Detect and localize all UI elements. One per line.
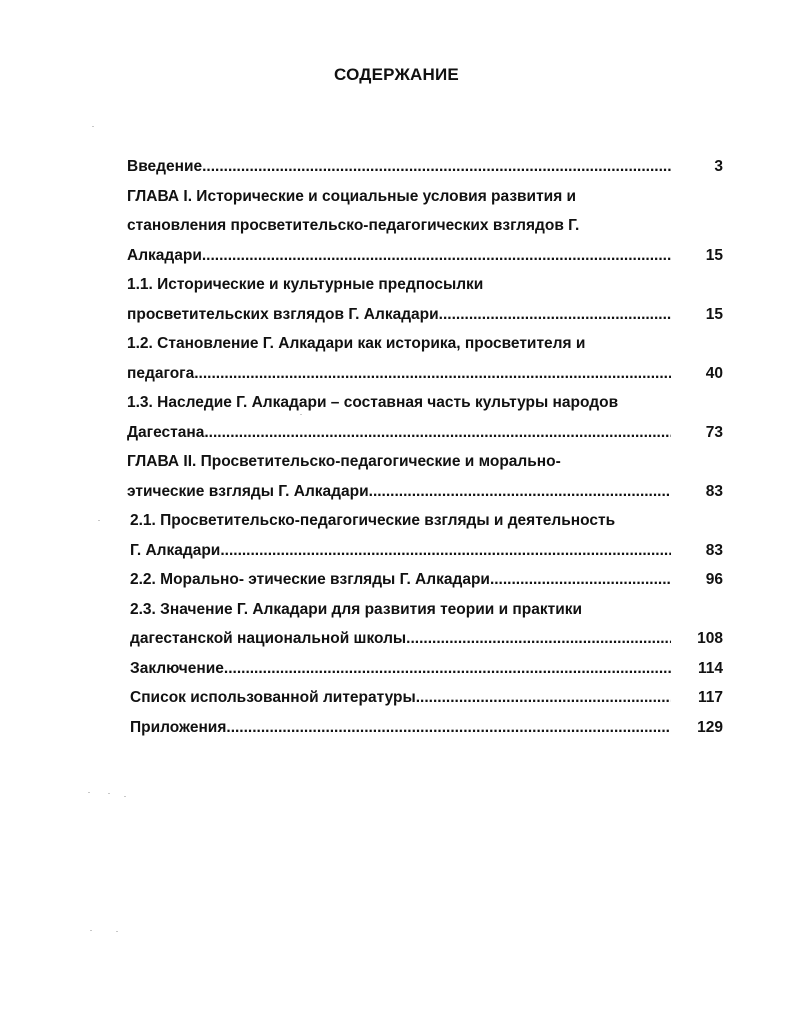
toc-page-number: 15: [705, 305, 723, 323]
scan-speck: [98, 520, 100, 521]
toc-page-number: 15: [705, 246, 723, 264]
toc-page-number: 108: [697, 630, 723, 647]
toc-entry-2-3: [127, 624, 727, 654]
toc-page-number: 83: [705, 541, 723, 559]
toc-entry-title: Г. Алкадари: [130, 541, 221, 559]
toc-entry-chapter1: [127, 241, 727, 271]
toc-page-number: 114: [697, 659, 723, 677]
toc-entry-2-2: [127, 565, 727, 595]
toc-entry-1-2: [127, 359, 727, 389]
toc-entry-1-3: [127, 418, 727, 448]
toc-entry-2-1: [127, 536, 727, 566]
scan-speck: [300, 414, 302, 415]
toc-entry-1-2-line1: 1.2. Становление Г. Алкадари как историка, просветителя и: [127, 335, 586, 352]
toc-page-number: 40: [705, 364, 723, 382]
dot-leader: [490, 565, 671, 595]
toc-page-number: 129: [697, 718, 723, 736]
dot-leader: [194, 359, 671, 389]
toc-entry-conclusion: [127, 654, 727, 684]
toc-entry-1-3-line1: 1.3. Наследие Г. Алкадари – составная часть культуры народов: [127, 394, 619, 411]
page-title: СОДЕРЖАНИЕ: [334, 65, 459, 84]
dot-leader: [202, 152, 671, 182]
toc-entry-2-3-line1: 2.3. Значение Г. Алкадари для развития теории и практики: [130, 600, 583, 618]
scan-speck: [124, 796, 126, 797]
scan-speck: [92, 126, 94, 127]
toc-entry-appendix: [127, 713, 727, 743]
toc-page-number: 117: [697, 689, 723, 706]
toc-entry-title: педагога: [127, 364, 195, 382]
toc-entry-2-1-line1: 2.1. Просветительско-педагогические взгляды и деятельность: [130, 512, 616, 529]
toc-page-number: 96: [705, 571, 723, 588]
toc-page-number: 3: [714, 158, 723, 175]
toc-entry-intro: [127, 152, 727, 182]
toc-entry-title: дагестанской национальной школы: [130, 630, 407, 647]
toc-entry-title: Приложения: [130, 718, 227, 736]
dot-leader: [226, 713, 671, 743]
toc-entry-1-1-line1: 1.1. Исторические и культурные предпосылки: [127, 276, 484, 293]
dot-leader: [204, 418, 671, 448]
dot-leader: [202, 241, 671, 271]
toc-entry-chapter2: [127, 477, 727, 507]
toc-entry-title: этические взгляды Г. Алкадари: [127, 482, 369, 500]
dot-leader: [406, 624, 671, 654]
dot-leader: [416, 683, 671, 713]
dot-leader: [439, 300, 671, 330]
dot-leader: [369, 477, 671, 507]
dot-leader: [224, 654, 671, 684]
toc-page-number: 83: [705, 482, 723, 500]
scan-speck: [90, 930, 92, 931]
toc-entry-title: Дагестана: [127, 423, 205, 441]
toc-page-number: 73: [705, 423, 723, 441]
toc-entry-chapter1-line1: ГЛАВА I. Исторические и социальные условия развития и: [127, 187, 577, 205]
toc-entry-title: Список использованной литературы: [130, 689, 416, 706]
toc-entry-title: Введение: [127, 158, 203, 175]
toc-entry-chapter1-line2: становления просветительско-педагогических взглядов Г.: [127, 217, 580, 234]
scan-speck: [116, 931, 118, 932]
toc-entry-1-1: [127, 300, 727, 330]
toc-entry-title: 2.2. Морально- этические взгляды Г. Алкадари: [130, 571, 490, 588]
table-of-contents: [127, 152, 727, 742]
dot-leader: [220, 536, 671, 566]
scan-speck: [108, 793, 110, 794]
toc-entry-title: Заключение: [130, 659, 224, 677]
toc-entry-references: [127, 683, 727, 713]
toc-entry-title: Алкадари: [127, 246, 202, 264]
scan-speck: [88, 792, 90, 793]
toc-entry-title: просветительских взглядов Г. Алкадари: [127, 305, 439, 323]
toc-entry-chapter2-line1: ГЛАВА II. Просветительско-педагогические и морально-: [127, 453, 561, 470]
